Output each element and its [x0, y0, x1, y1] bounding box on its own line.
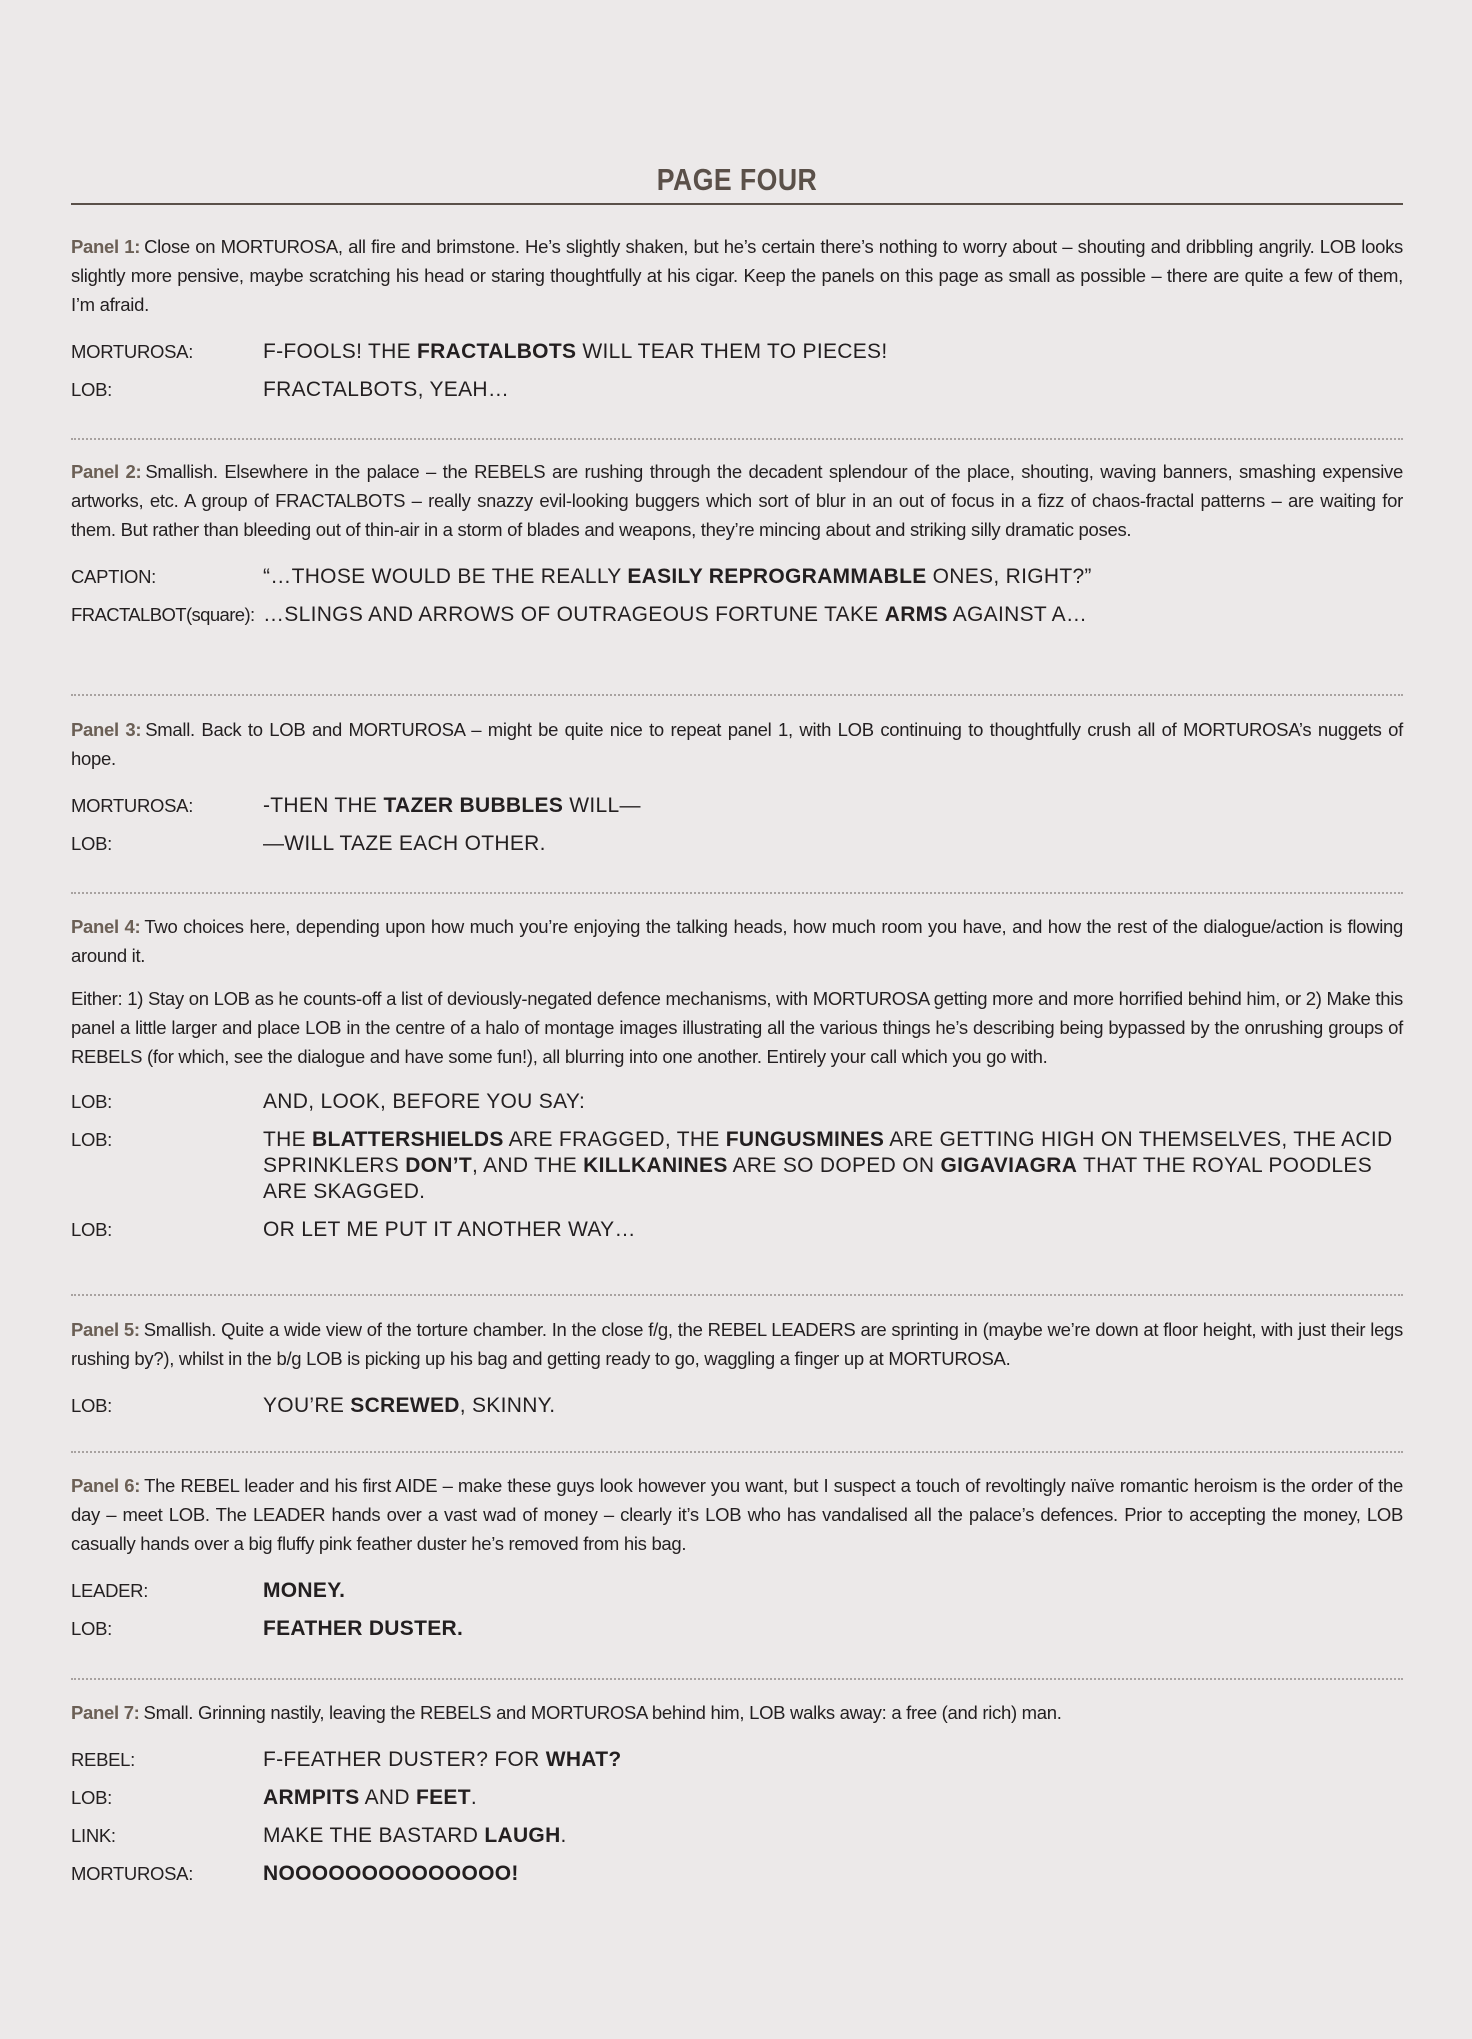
panel-label: Panel 5: — [71, 1319, 140, 1340]
panel-3 — [71, 715, 1403, 869]
speaker: LOB: — [71, 833, 112, 854]
panel-description: Panel 6: The REBEL leader and his first AIDE – make these guys look however you want, but I suspect a touch of revoltingly naïve romantic heroism is the order of the day – meet LOB. The LEADER hands over a vast wad of money – clearly it’s LOB who has vandalised all the palace’s defences. Prior to accepting the money, LOB casually hands over a big fluffy pink feather duster he’s removed from his bag. — [71, 1475, 1403, 1554]
panel-7 — [71, 1698, 1403, 1899]
panel-separator — [71, 1451, 1403, 1453]
dialogue-line — [71, 1393, 1403, 1431]
speaker: REBEL: — [71, 1749, 136, 1770]
dialogue-text: OR LET ME PUT IT ANOTHER WAY… — [263, 1218, 636, 1241]
dialogue-text: AND, LOOK, BEFORE YOU SAY: — [263, 1090, 586, 1113]
dialogue-line — [71, 793, 1403, 831]
dialogue-line — [71, 1578, 1403, 1616]
dialogue-text: —WILL TAZE EACH OTHER. — [263, 832, 546, 855]
dialogue-line — [71, 602, 1403, 640]
panel-6 — [71, 1471, 1403, 1654]
panel-description: Panel 4: Two choices here, depending upon how much you’re enjoying the talking heads, how much room you have, and how the rest of the dialogue/action is flowing around it. — [71, 916, 1403, 966]
speaker: FRACTALBOT(square): — [71, 604, 255, 625]
dialogue-line — [71, 1785, 1403, 1823]
panel-description-alt: Either: 1) Stay on LOB as he counts-off a list of deviously-negated defence mechanisms, with MORTUROSA getting more and more horrified behind him, or 2) Make this panel a little larger and place LOB in the centre of a halo of montage images illustrating all the various things he’s describing being bypassed by the onrushing groups of REBELS (for which, see the dialogue and have some fun!), all blurring into one another. Entirely your call which you go with. — [71, 988, 1403, 1067]
panel-label: Panel 3: — [71, 719, 142, 740]
dialogue-text: THE BLATTERSHIELDS ARE FRAGGED, THE FUNGUSMINES ARE GETTING HIGH ON THEMSELVES, THE ACID SPRINKLERS DON’T, AND THE KILLKANINES ARE SO DOPED ON GIGAVIAGRA THAT THE ROYAL POODLES ARE SKAGGED. — [263, 1128, 1393, 1203]
panel-description: Panel 1: Close on MORTUROSA, all fire and brimstone. He’s slightly shaken, but he’s certain there’s nothing to worry about – shouting and dribbling angrily. LOB looks slightly more pensive, maybe scratching his head or staring thoughtfully at his cigar. Keep the panels on this page as small as possible – there are quite a few of them, I’m afraid. — [71, 236, 1403, 315]
speaker: LEADER: — [71, 1580, 149, 1601]
dialogue-line — [71, 377, 1403, 415]
panel-description: Panel 7: Small. Grinning nastily, leaving the REBELS and MORTUROSA behind him, LOB walks away: a free (and rich) man. — [71, 1702, 1062, 1723]
panel-label: Panel 4: — [71, 916, 141, 937]
page-title: PAGE FOUR — [656, 162, 818, 197]
panel-label: Panel 2: — [71, 461, 142, 482]
panel-4 — [71, 912, 1403, 1255]
dialogue-text: …SLINGS AND ARROWS OF OUTRAGEOUS FORTUNE TAKE ARMS AGAINST A… — [263, 603, 1088, 626]
panel-separator — [71, 694, 1403, 696]
dialogue-line — [71, 1217, 1403, 1255]
speaker: CAPTION: — [71, 566, 156, 587]
speaker: LOB: — [71, 1129, 112, 1150]
speaker: LOB: — [71, 1618, 112, 1639]
dialogue-text: YOU’RE SCREWED, SKINNY. — [263, 1394, 556, 1417]
speaker: MORTUROSA: — [71, 1863, 194, 1884]
dialogue-text: ARMPITS AND FEET. — [263, 1786, 477, 1809]
speaker: LOB: — [71, 1091, 112, 1112]
panel-description: Panel 3: Small. Back to LOB and MORTUROSA – might be quite nice to repeat panel 1, with LOB continuing to thoughtfully crush all of MORTUROSA’s nuggets of hope. — [71, 719, 1403, 769]
panel-5 — [71, 1315, 1403, 1431]
dialogue-line — [71, 1127, 1403, 1205]
dialogue-text: NOOOOOOOOOOOOOO! — [263, 1862, 519, 1885]
dialogue-text: FEATHER DUSTER. — [263, 1617, 464, 1640]
dialogue-text: F-FEATHER DUSTER? FOR WHAT? — [263, 1748, 622, 1771]
panel-separator — [71, 1294, 1403, 1296]
speaker: LOB: — [71, 1395, 112, 1416]
dialogue-text: FRACTALBOTS, YEAH… — [263, 378, 510, 401]
panel-label: Panel 1: — [71, 236, 141, 257]
dialogue-line — [71, 1616, 1403, 1654]
dialogue-text: “…THOSE WOULD BE THE REALLY EASILY REPROGRAMMABLE ONES, RIGHT?” — [263, 565, 1092, 588]
dialogue-line — [71, 1747, 1403, 1785]
speaker: LOB: — [71, 379, 112, 400]
speaker: MORTUROSA: — [71, 795, 194, 816]
speaker: LOB: — [71, 1219, 112, 1240]
dialogue-line — [71, 1861, 1403, 1899]
panel-separator — [71, 892, 1403, 894]
dialogue-text: F-FOOLS! THE FRACTALBOTS WILL TEAR THEM TO PIECES! — [263, 340, 888, 363]
speaker: LOB: — [71, 1787, 112, 1808]
dialogue-line — [71, 1089, 1403, 1127]
panel-2 — [71, 457, 1403, 640]
panel-separator — [71, 438, 1403, 440]
dialogue-text: -THEN THE TAZER BUBBLES WILL— — [263, 794, 641, 817]
panel-label: Panel 6: — [71, 1475, 141, 1496]
panel-description: Panel 5: Smallish. Quite a wide view of the torture chamber. In the close f/g, the REBEL LEADERS are sprinting in (maybe we’re down at floor height, with just their legs rushing by?), whilst in the b/g LOB is picking up his bag and getting ready to go, waggling a finger up at MORTUROSA. — [71, 1319, 1403, 1369]
title-rule — [71, 203, 1403, 205]
speaker: LINK: — [71, 1825, 116, 1846]
panel-description: Panel 2: Smallish. Elsewhere in the palace – the REBELS are rushing through the decadent splendour of the place, shouting, waving banners, smashing expensive artworks, etc. A group of FRACTALBOTS – really snazzy evil-looking buggers which sort of blur in an out of focus in a fizz of chaos-fractal patterns – are waiting for them. But rather than bleeding out of thin-air in a storm of blades and weapons, they’re mincing about and striking silly dramatic poses. — [71, 461, 1404, 540]
speaker: MORTUROSA: — [71, 341, 194, 362]
dialogue-line — [71, 339, 1403, 377]
dialogue-text: MAKE THE BASTARD LAUGH. — [263, 1824, 567, 1847]
panel-label: Panel 7: — [71, 1702, 140, 1723]
dialogue-line — [71, 831, 1403, 869]
panel-separator — [71, 1678, 1403, 1680]
panel-1 — [71, 232, 1403, 415]
dialogue-text: MONEY. — [263, 1579, 346, 1602]
dialogue-line — [71, 1823, 1403, 1861]
dialogue-line — [71, 564, 1403, 602]
